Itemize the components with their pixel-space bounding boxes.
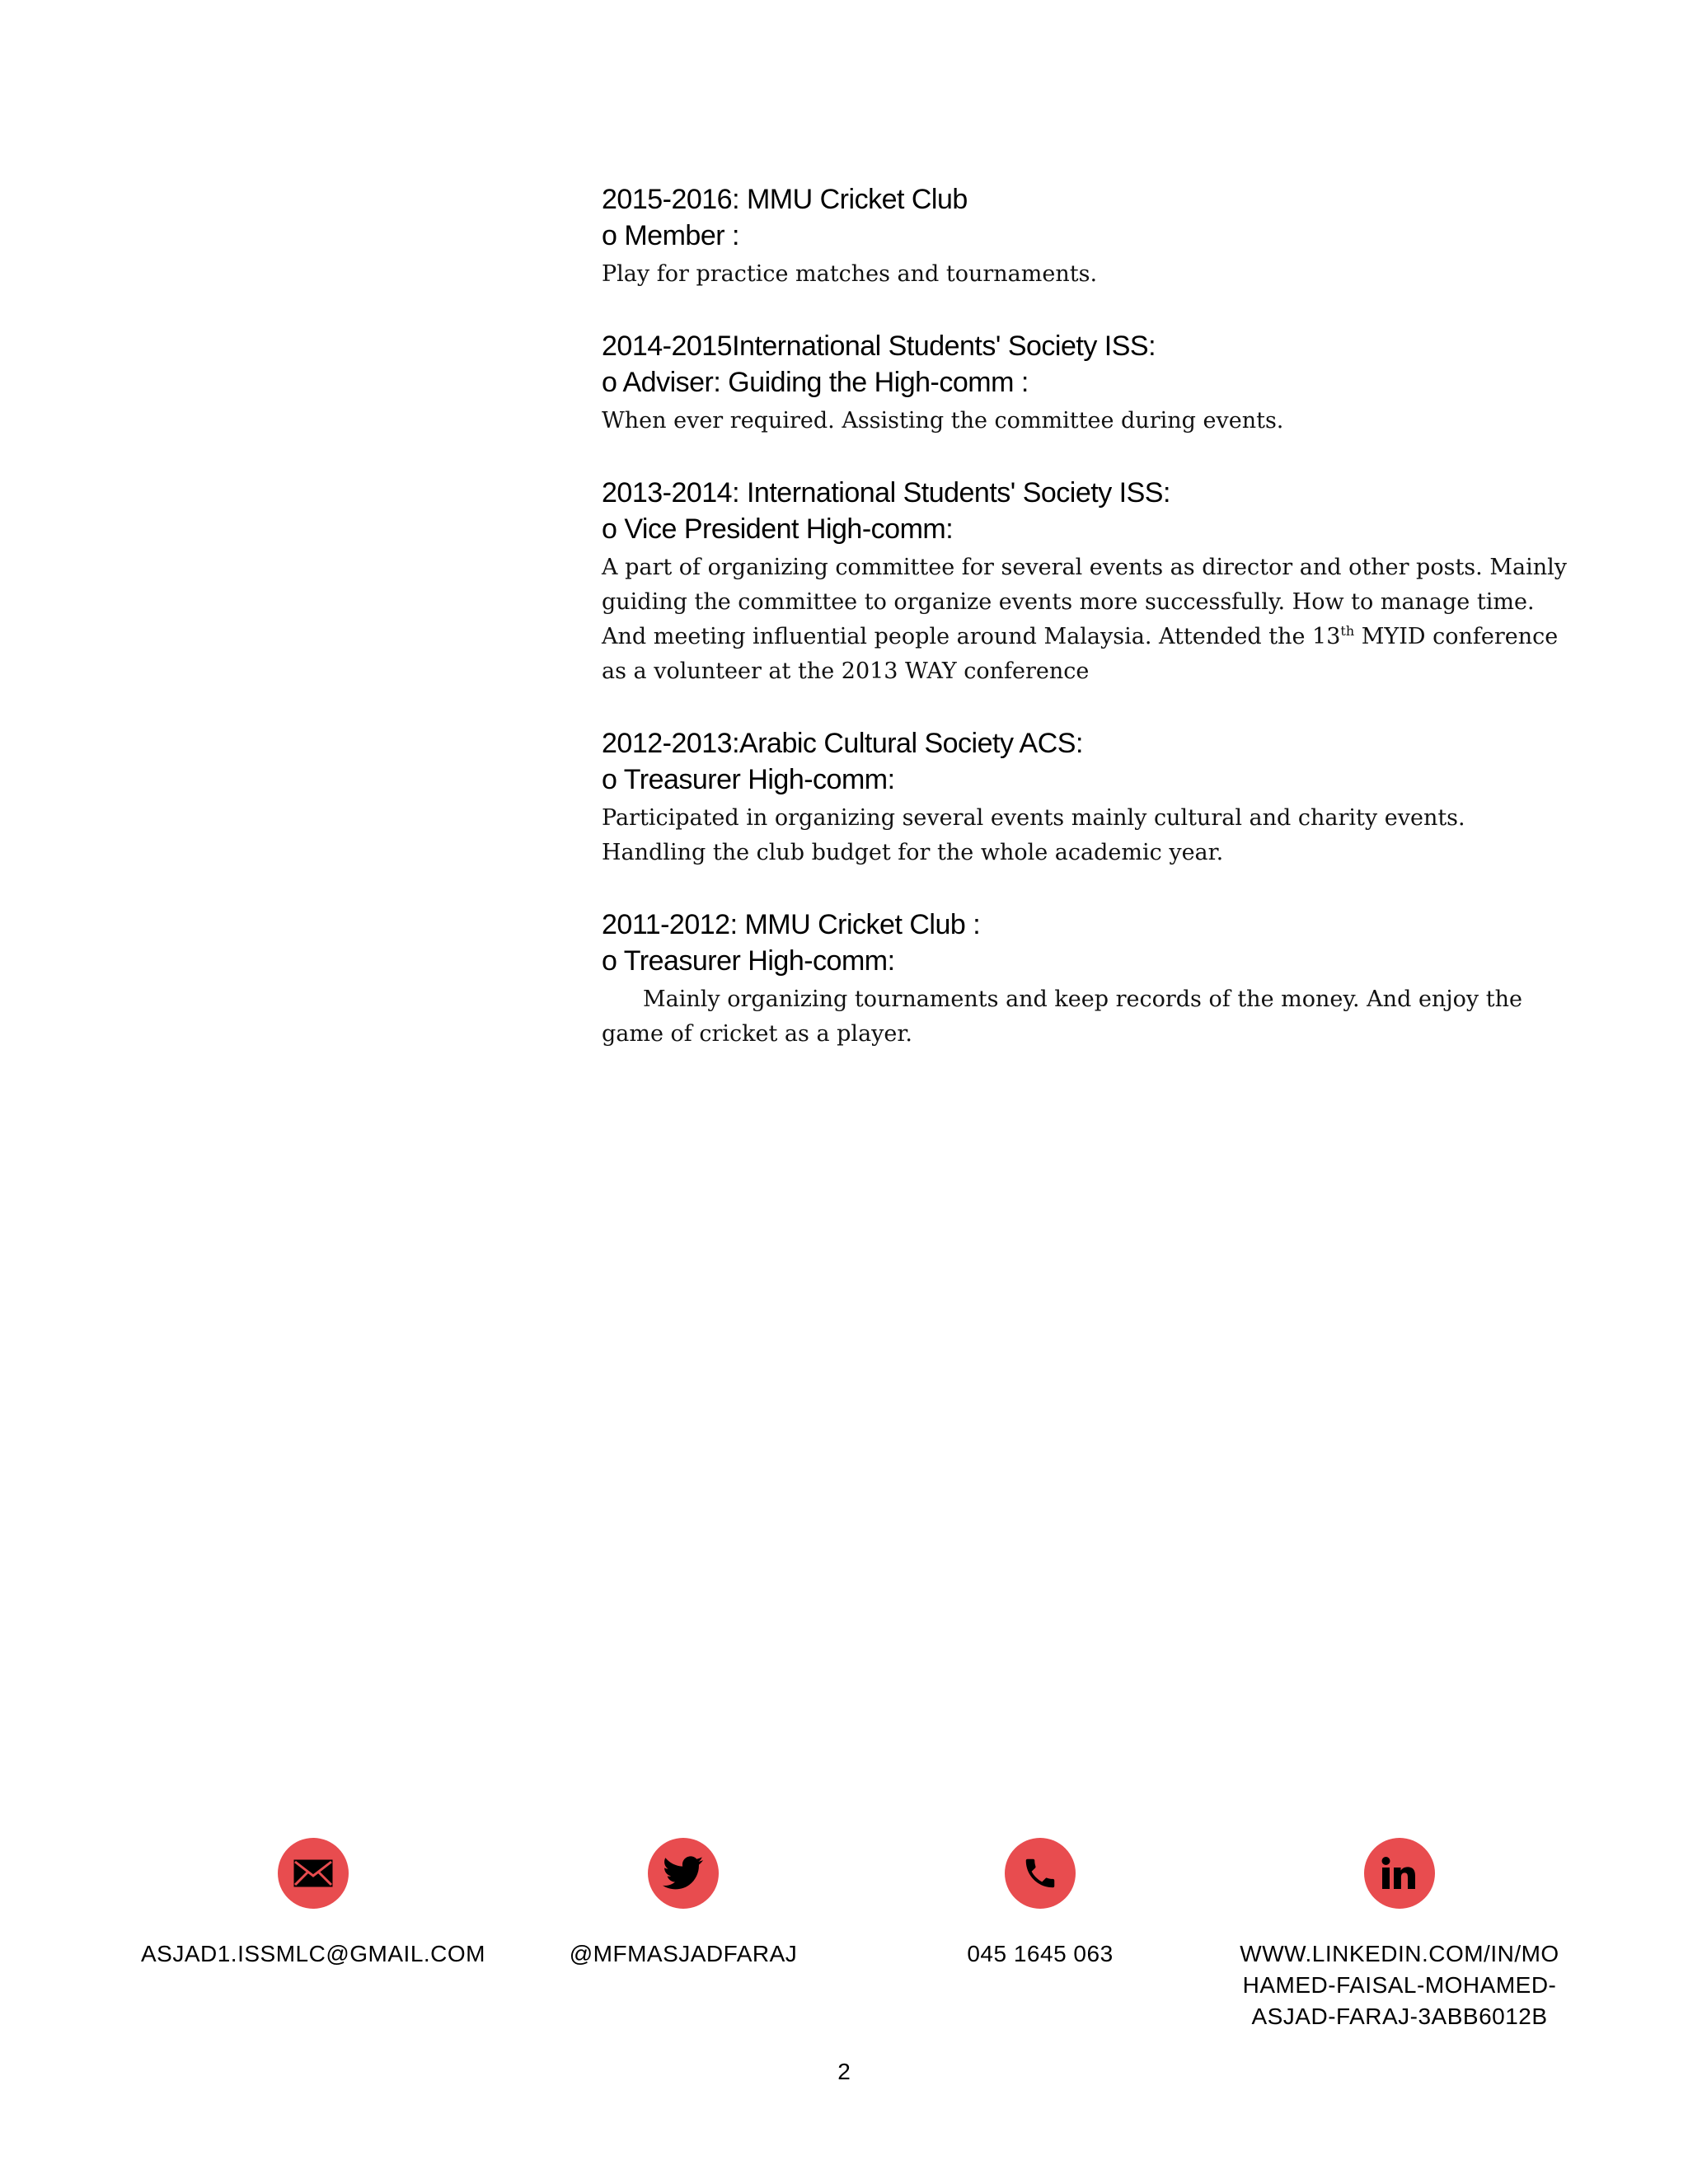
contact-linkedin (1218, 1838, 1581, 2032)
activity-role: o Vice President High-comm: (602, 513, 954, 545)
contact-twitter (502, 1838, 865, 1970)
activity-description-text: A part of organizing committee for several events as director and other posts. Mainly guiding the committee to organize events more successfully. How to manage time. And meeting influential people around Malaysia. Attended the 13 (602, 555, 1567, 649)
ordinal-suffix: th (1340, 623, 1355, 639)
activity-description-text-continued: MYID conference as a volunteer at the 2013 WAY conference (602, 624, 1559, 684)
activity-entry (602, 328, 1574, 438)
activity-role: o Adviser: Guiding the High-comm : (602, 367, 1029, 398)
activities-section (602, 181, 1574, 1088)
activity-title: 2012-2013:Arabic Cultural Society ACS: (602, 728, 1083, 759)
activity-title: 2013-2014: International Students' Society ISS: (602, 477, 1170, 509)
twitter-handle-link[interactable]: @MFMASJADFARAJ (569, 1941, 798, 1966)
contact-footer (0, 1838, 1688, 2085)
activity-title: 2014-2015International Students' Society ISS: (602, 330, 1156, 362)
activity-title: 2011-2012: MMU Cricket Club : (602, 909, 981, 940)
twitter-bird-icon (648, 1838, 719, 1909)
activity-entry (602, 725, 1574, 870)
activity-title: 2015-2016: MMU Cricket Club (602, 184, 968, 215)
activity-role: o Treasurer High-comm: (602, 945, 895, 977)
activity-entry (602, 475, 1574, 689)
activity-description: Mainly organizing tournaments and keep records of the money. And enjoy the game of cricket as a player. (602, 987, 1522, 1047)
activity-entry (602, 907, 1574, 1052)
activity-entry (602, 181, 1574, 292)
activity-description: Play for practice matches and tournaments. (602, 261, 1098, 287)
contact-phone (859, 1838, 1221, 1970)
activity-role: o Treasurer High-comm: (602, 764, 895, 795)
page-number: 2 (837, 2059, 851, 2084)
phone-number-link[interactable]: 045 1645 063 (967, 1941, 1114, 1966)
activity-description: When ever required. Assisting the committee during events. (602, 408, 1284, 434)
activity-role: o Member : (602, 220, 739, 251)
activity-description: Participated in organizing several events mainly cultural and charity events. Handling the club budget for the whole academic year. (602, 805, 1465, 865)
email-link[interactable]: ASJAD1.ISSMLC@GMAIL.COM (140, 1941, 485, 1966)
envelope-icon (278, 1838, 349, 1909)
contact-email (132, 1838, 495, 1970)
linkedin-profile-link[interactable]: WWW.LINKEDIN.COM/IN/MOHAMED-FAISAL-MOHAMED-ASJAD-FARAJ-3ABB6012B (1240, 1941, 1559, 2029)
activity-description (602, 551, 1574, 689)
linkedin-icon (1364, 1838, 1435, 1909)
phone-icon (1005, 1838, 1076, 1909)
